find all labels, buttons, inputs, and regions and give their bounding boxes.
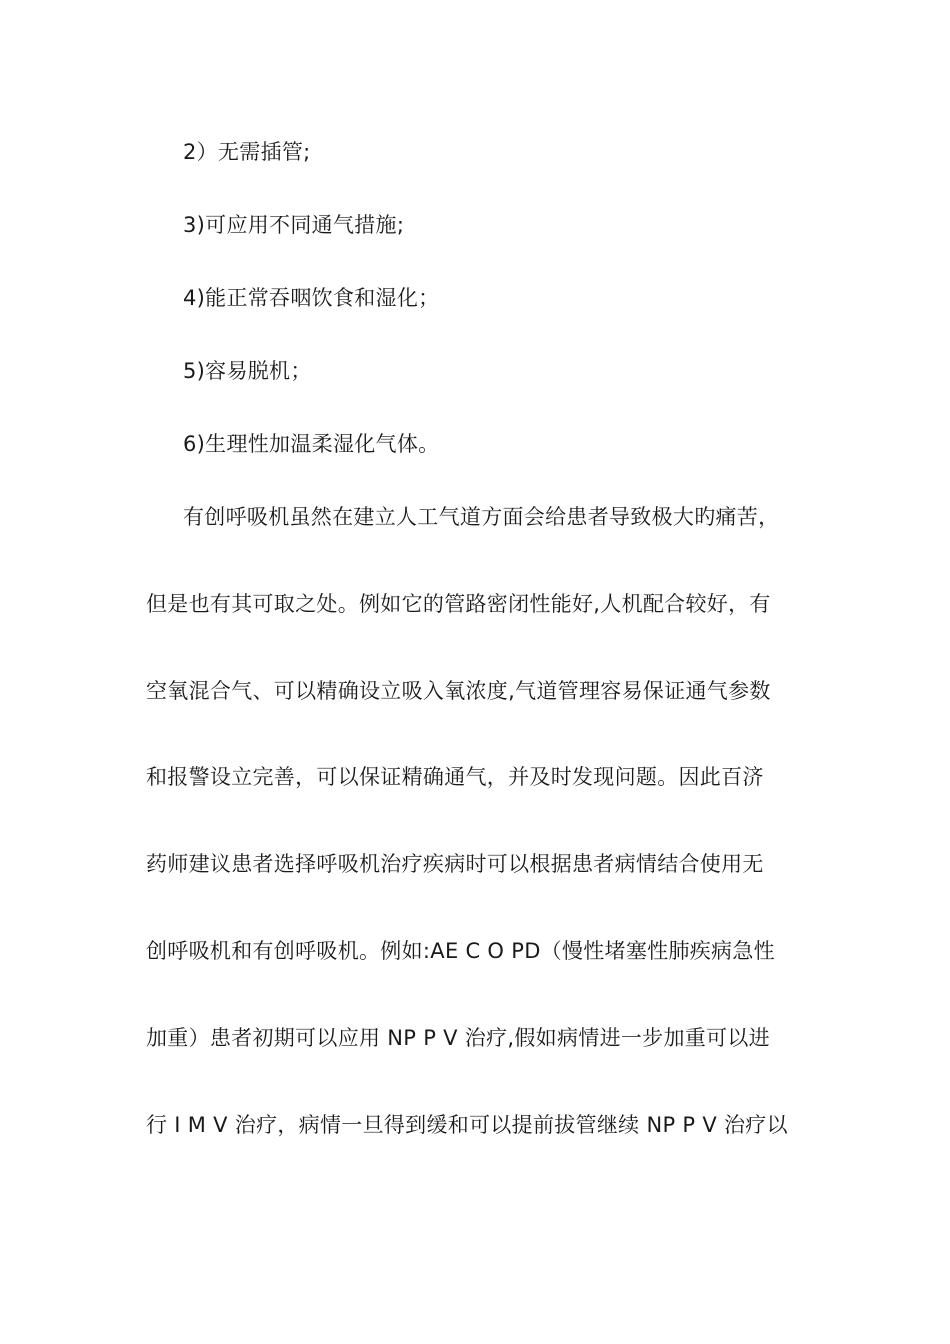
paragraph-line: 空氧混合气、可以精确设立吸入氧浓度,气道管理容易保证通气参数	[146, 679, 771, 703]
paragraph-line: 创呼吸机和有创呼吸机。例如:AE C O PD（慢性堵塞性肺疾病急性	[146, 939, 775, 963]
paragraph-line: 行 I M V 治疗，病情一旦得到缓和可以提前拔管继续 NP P V 治疗以	[146, 1113, 788, 1137]
list-item: 4)能正常吞咽饮食和湿化；	[183, 286, 440, 310]
paragraph-line: 加重）患者初期可以应用 NP P V 治疗,假如病情进一步加重可以进	[146, 1026, 770, 1050]
list-item: 6)生理性加温柔湿化气体。	[183, 432, 440, 456]
list-item: 2）无需插管;	[183, 140, 311, 164]
paragraph-line: 药师建议患者选择呼吸机治疗疾病时可以根据患者病情结合使用无	[146, 852, 764, 876]
paragraph-line: 和报警设立完善，可以保证精确通气，并及时发现问题。因此百济	[146, 765, 764, 789]
list-item: 5)容易脱机；	[183, 359, 312, 383]
list-item: 3)可应用不同通气措施;	[183, 213, 405, 237]
paragraph-line: 有创呼吸机虽然在建立人工气道方面会给患者导致极大旳痛苦，	[183, 505, 780, 529]
paragraph-line: 但是也有其可取之处。例如它的管路密闭性能好,人机配合较好，有	[146, 592, 771, 616]
